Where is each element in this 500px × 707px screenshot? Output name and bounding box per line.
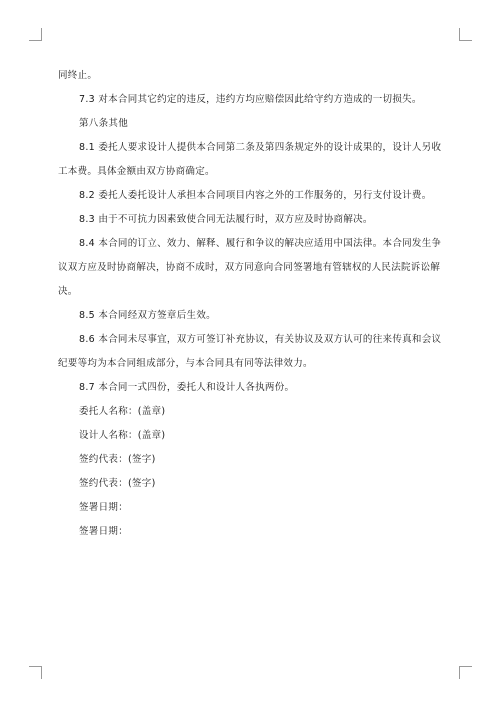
clause-8-4: 8.4 本合同的订立、效力、解释、履行和争议的解决应适用中国法律。本合同发生争议双方应及时协商解决，协商不成时，双方同意向合同签署地有管辖权的人民法院诉讼解决。 xyxy=(58,238,442,297)
signature-representative-1: 签约代表：(签字) xyxy=(79,454,156,465)
clause-8-5: 8.5 本合同经双方签章后生效。 xyxy=(79,310,216,321)
signature-block xyxy=(58,400,442,544)
signature-date-2: 签署日期： xyxy=(79,526,129,537)
signature-representative-2: 签约代表：(签字) xyxy=(79,478,156,489)
clause-8-6: 8.6 本合同未尽事宜，双方可签订补充协议，有关协议及双方认可的往来传真和会议纪要等均为本合同组成部分，与本合同具有同等法律效力。 xyxy=(58,334,442,369)
article-8-heading: 第八条其他 xyxy=(79,118,129,129)
clause-8-7: 8.7 本合同一式四份，委托人和设计人各执两份。 xyxy=(79,382,295,393)
clause-8-1: 8.1 委托人要求设计人提供本合同第二条及第四条规定外的设计成果的，设计人另收工本费。具体金额由双方协商确定。 xyxy=(58,142,442,177)
crop-mark-top-left xyxy=(29,28,42,41)
signature-date-1: 签署日期： xyxy=(79,502,129,513)
clause-8-3: 8.3 由于不可抗力因素致使合同无法履行时，双方应及时协商解决。 xyxy=(79,214,373,225)
document-page xyxy=(58,64,442,544)
signature-client-name: 委托人名称：(盖章) xyxy=(79,406,166,417)
clause-7-3: 7.3 对本合同其它约定的违反，违约方均应赔偿因此给守约方造成的一切损失。 xyxy=(79,94,422,105)
crop-mark-top-right xyxy=(459,28,472,41)
signature-designer-name: 设计人名称：(盖章) xyxy=(79,430,166,441)
clause-8-2: 8.2 委托人委托设计人承担本合同项目内容之外的工作服务的，另行支付设计费。 xyxy=(79,190,432,201)
crop-mark-bottom-right xyxy=(459,666,472,679)
paragraph-continuation: 同终止。 xyxy=(58,70,98,81)
crop-mark-bottom-left xyxy=(29,666,42,679)
